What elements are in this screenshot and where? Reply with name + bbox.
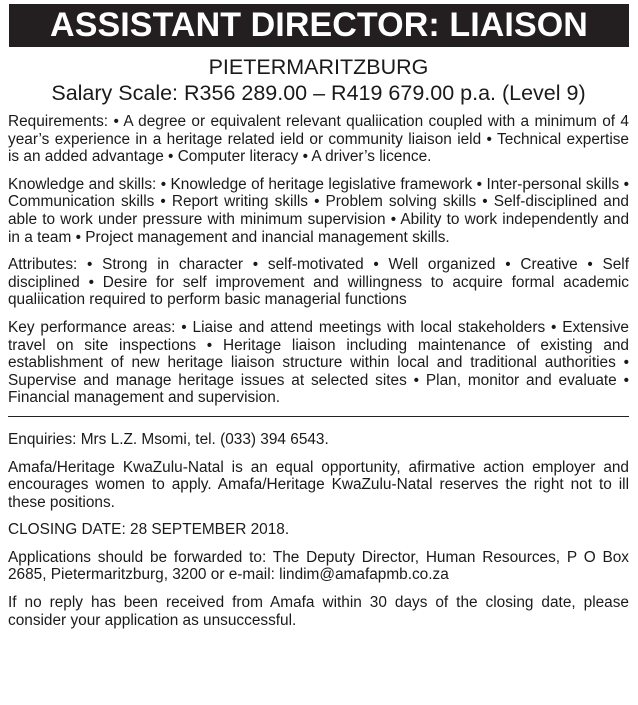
requirements-paragraph: Requirements: • A degree or equivalent relevant qualiication coupled with a minimum of 4 year’s experience in a heritage related ield or community liaison ield • Technical expertise is an added advantage • Computer literacy • A driver’s licence.	[8, 113, 629, 166]
salary-scale: Salary Scale: R356 289.00 – R419 679.00 p.a. (Level 9)	[51, 81, 586, 105]
no-reply-paragraph: If no reply has been received from Amafa within 30 days of the closing date, please consider your application as unsuccessful.	[8, 594, 629, 629]
job-location: PIETERMARITZBURG	[208, 55, 429, 79]
equal-opportunity-paragraph: Amafa/Heritage KwaZulu-Natal is an equal opportunity, afirmative action employer and encourages women to apply. Amafa/Heritage KwaZulu-Natal reserves the right not to ill these positions.	[8, 458, 629, 511]
knowledge-skills-paragraph: Knowledge and skills: • Knowledge of heritage legislative framework • Inter-personal skills • Communication skills • Report writing skills • Problem solving skills • Self-disciplined and able to work under pressure with minimum supervision • Ability to work independently and in a team • Project management and inancial management skills.	[8, 175, 629, 246]
section-divider	[8, 416, 629, 417]
attributes-paragraph: Attributes: • Strong in character • self-motivated • Well organized • Creative • Self disciplined • Desire for self improvement and willingness to acquire formal academic qualiication required to perform basic managerial functions	[8, 256, 629, 309]
job-advert	[0, 4, 638, 705]
job-title-banner: ASSISTANT DIRECTOR: LIAISON	[9, 4, 629, 47]
closing-date-line: CLOSING DATE: 28 SEPTEMBER 2018.	[8, 521, 290, 539]
enquiries-line: Enquiries: Mrs L.Z. Msomi, tel. (033) 394 6543.	[8, 430, 329, 448]
key-performance-areas-paragraph: Key performance areas: • Liaise and attend meetings with local stakeholders • Extensive travel on site inspections • Heritage liaison including maintenance of existing and establishment of new heritage liaison structure within local and traditional authorities • Supervise and manage heritage issues at selected sites • Plan, monitor and evaluate • Financial management and supervision.	[8, 318, 629, 407]
applications-paragraph: Applications should be forwarded to: The Deputy Director, Human Resources, P O Box 2685, Pietermaritzburg, 3200 or e-mail: lindim@amafapmb.co.za	[8, 548, 629, 584]
